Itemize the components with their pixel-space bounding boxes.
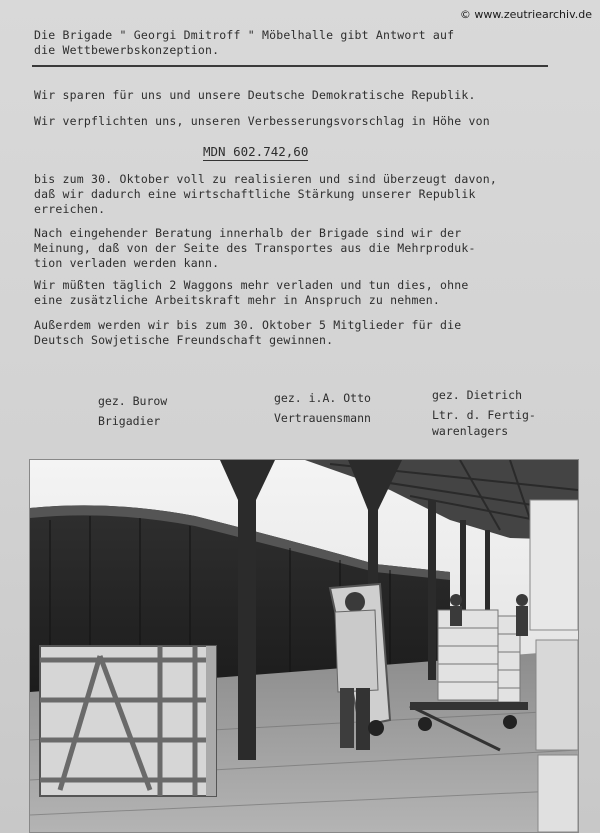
- paragraph-friendship-line-2: Deutsch Sowjetische Freundschaft gewinnen.: [34, 333, 334, 347]
- paragraph-transport: [34, 226, 580, 271]
- signature-role: Brigadier: [98, 414, 161, 428]
- paragraph-friendship-line-1: Außerdem werden wir bis zum 30. Oktober 5 Mitglieder für die: [34, 318, 462, 332]
- paragraph-commitment: Wir verpflichten uns, unseren Verbesserungsvorschlag in Höhe von: [34, 114, 490, 128]
- paragraph-transport-line-3: tion verladen werden kann.: [34, 256, 220, 270]
- savings-amount: MDN 602.742,60: [203, 144, 309, 159]
- watermark: © www.zeutriearchiv.de: [459, 8, 592, 21]
- paragraph-wagons-line-2: eine zusätzliche Arbeitskraft mehr in Anspruch zu nehmen.: [34, 293, 441, 307]
- warehouse-loading-photo: [30, 460, 578, 832]
- heading-underline: [32, 65, 548, 67]
- paragraph-deadline-line-3: erreichen.: [34, 202, 106, 216]
- paragraph-transport-line-1: Nach eingehender Beratung innerhalb der Brigade sind wir der: [34, 226, 462, 240]
- signature-role-continued: warenlagers: [432, 424, 509, 438]
- paragraph-friendship: [34, 318, 580, 348]
- signature-dietrich: [432, 387, 536, 439]
- heading-line-2: die Wettbewerbskonzeption.: [34, 43, 220, 57]
- paragraph-deadline-line-2: daß wir dadurch eine wirtschaftliche Stärkung unserer Republik: [34, 187, 476, 201]
- paragraph-deadline: [34, 172, 580, 217]
- signature-role: Vertrauensmann: [274, 411, 371, 425]
- heading-line-1: Die Brigade " Georgi Dmitroff " Möbelhalle gibt Antwort auf: [34, 28, 455, 42]
- signature-name: gez. i.A. Otto: [274, 391, 371, 405]
- paragraph-savings: Wir sparen für uns und unsere Deutsche Demokratische Republik.: [34, 88, 476, 102]
- paragraph-wagons: [34, 278, 580, 308]
- signature-role: Ltr. d. Fertig-: [432, 408, 536, 422]
- wooden-crate: [40, 646, 216, 796]
- paragraph-deadline-line-1: bis zum 30. Oktober voll zu realisieren und sind überzeugt davon,: [34, 172, 498, 186]
- signature-name: gez. Dietrich: [432, 388, 523, 402]
- photo-illustration: [30, 460, 578, 832]
- signature-name: gez. Burow: [98, 394, 168, 408]
- signature-burow: [98, 393, 167, 429]
- paragraph-wagons-line-1: Wir müßten täglich 2 Waggons mehr verladen und tun dies, ohne: [34, 278, 469, 292]
- signature-otto: [274, 390, 371, 426]
- document-heading: [34, 28, 580, 58]
- paragraph-transport-line-2: Meinung, daß von der Seite des Transportes aus die Mehrproduk-: [34, 241, 476, 255]
